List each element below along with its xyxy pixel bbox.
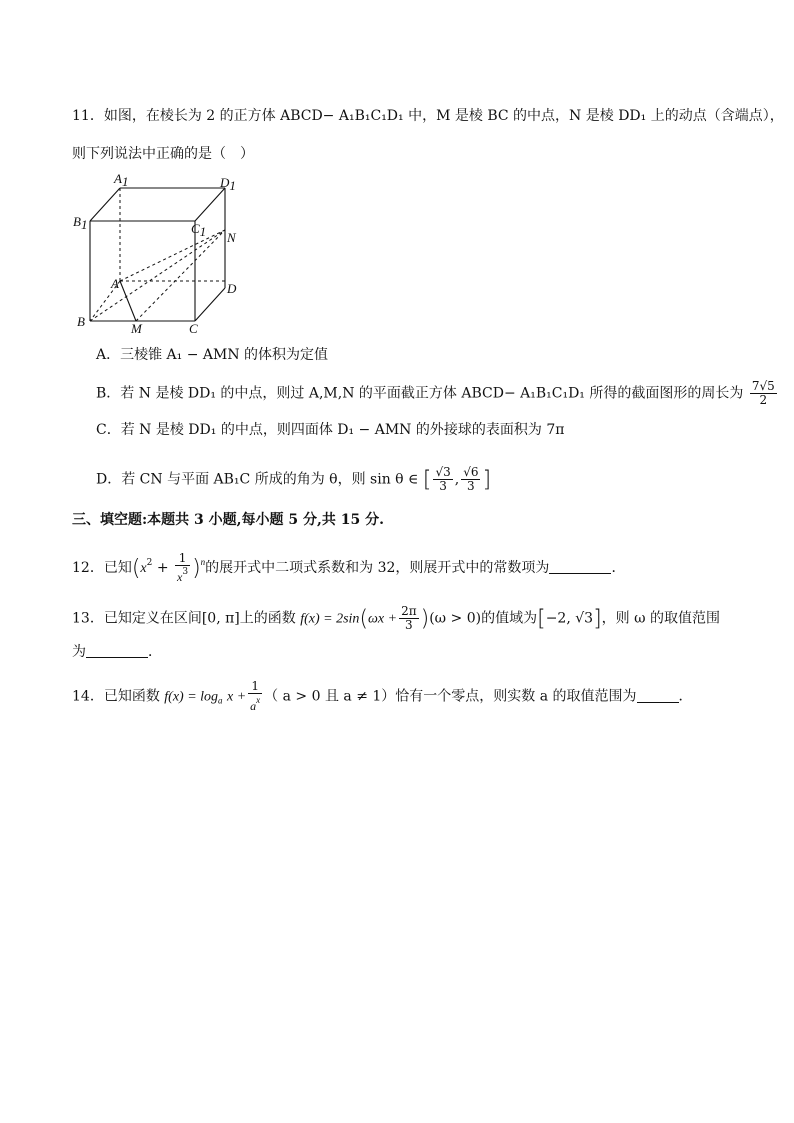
label-D1: D1 bbox=[220, 175, 236, 193]
q13-interval: [0, π] bbox=[201, 610, 240, 627]
label-M: M bbox=[131, 321, 142, 336]
section3-heading: 三、填空题:本题共 3 小题,每小题 5 分,共 15 分. bbox=[72, 512, 384, 528]
q12-prefix: 12．已知 bbox=[72, 560, 132, 576]
q14-fraction: $\frac{1}{a^x}$ bbox=[250, 679, 261, 713]
q13-answer-blank[interactable] bbox=[86, 645, 148, 658]
label-N: N bbox=[227, 230, 236, 245]
q14-function: f(x) = log bbox=[164, 689, 219, 705]
q13-line2: 为 ． bbox=[72, 644, 162, 660]
q11-option-a: A．三棱锥 A₁ − AMN 的体积为定值 bbox=[96, 347, 329, 363]
q11-stem-line1 bbox=[72, 106, 784, 126]
frac-denominator: 2 bbox=[759, 393, 768, 407]
label-A: A bbox=[111, 276, 119, 291]
label-C1: C1 bbox=[191, 221, 207, 239]
q13-function: f(x) = 2sin bbox=[300, 611, 360, 627]
q13-range: −2, √3 bbox=[545, 610, 594, 627]
q13-line1: 13．已知定义在区间[0, π]上的函数 f(x) = 2sin(ωx + $\frac{2\pi}{3}$ )(ω > 0)的值域为[−2, √3]，则 ω 的取值范围 bbox=[72, 604, 720, 632]
option-d-upper-bound: $\frac{√6}{3}$ bbox=[463, 465, 479, 493]
q14-answer-blank[interactable] bbox=[637, 690, 679, 703]
q11-option-b-text: B．若 N 是棱 DD₁ 的中点，则过 A,M,N 的平面截正方体 ABCD− A₁B₁C₁D₁ 所得的截面图形的周长为 bbox=[96, 385, 744, 402]
option-d-lower-bound: $\frac{√3}{3}$ bbox=[435, 465, 451, 493]
q11-option-d: D．若 CN 与平面 AB₁C 所成的角为 θ，则 sin θ ∈ [ $\frac{√3}{3}$ , $\frac{√6}{3}$ ] bbox=[96, 465, 492, 493]
q12-suffix: 的展开式中二项式系数和为 32，则展开式中的常数项为 bbox=[205, 560, 550, 576]
label-B1: B1 bbox=[73, 214, 88, 232]
q11-option-b bbox=[96, 380, 779, 407]
cube-figure bbox=[70, 168, 260, 338]
label-A1: A1 bbox=[114, 171, 129, 189]
label-B: B bbox=[77, 314, 85, 329]
q12-fraction: $\frac{1}{x^3}$ bbox=[177, 551, 189, 584]
q11-stem-line2: 则下列说法中正确的是（ ） bbox=[72, 146, 254, 162]
label-D: D bbox=[227, 281, 237, 296]
frac-numerator: 7√5 bbox=[751, 379, 775, 393]
label-C: C bbox=[189, 321, 198, 336]
q12: 12．已知($x^2$ + $\frac{1}{x^3}$ )$^n$的展开式中二项式系数和为 32，则展开式中的常数项为 ． bbox=[72, 551, 626, 584]
q11-option-b-fraction bbox=[750, 380, 777, 407]
q12-answer-blank[interactable] bbox=[549, 561, 611, 574]
q11-stem-text: 如图，在棱长为 2 的正方体 ABCD− A₁B₁C₁D₁ 中，M 是棱 BC 的中点，N 是棱 DD₁ 上的动点（含端点）， bbox=[103, 108, 784, 124]
q11-option-d-text: D．若 CN 与平面 AB₁C 所成的角为 θ，则 sin θ ∈ bbox=[96, 471, 419, 488]
q11-option-c: C．若 N 是棱 DD₁ 的中点，则四面体 D₁ − AMN 的外接球的表面积为 7π bbox=[96, 422, 565, 438]
q11-number: 11． bbox=[72, 108, 104, 124]
q14: 14．已知函数 $f(x) = \log_a x$ + $\frac{1}{a^x}$ （ a > 0 且 a ≠ 1）恰有一个零点，则实数 a 的取值范围为 ． bbox=[72, 679, 693, 713]
q13-fraction: $\frac{2\pi}{3}$ bbox=[401, 604, 417, 632]
